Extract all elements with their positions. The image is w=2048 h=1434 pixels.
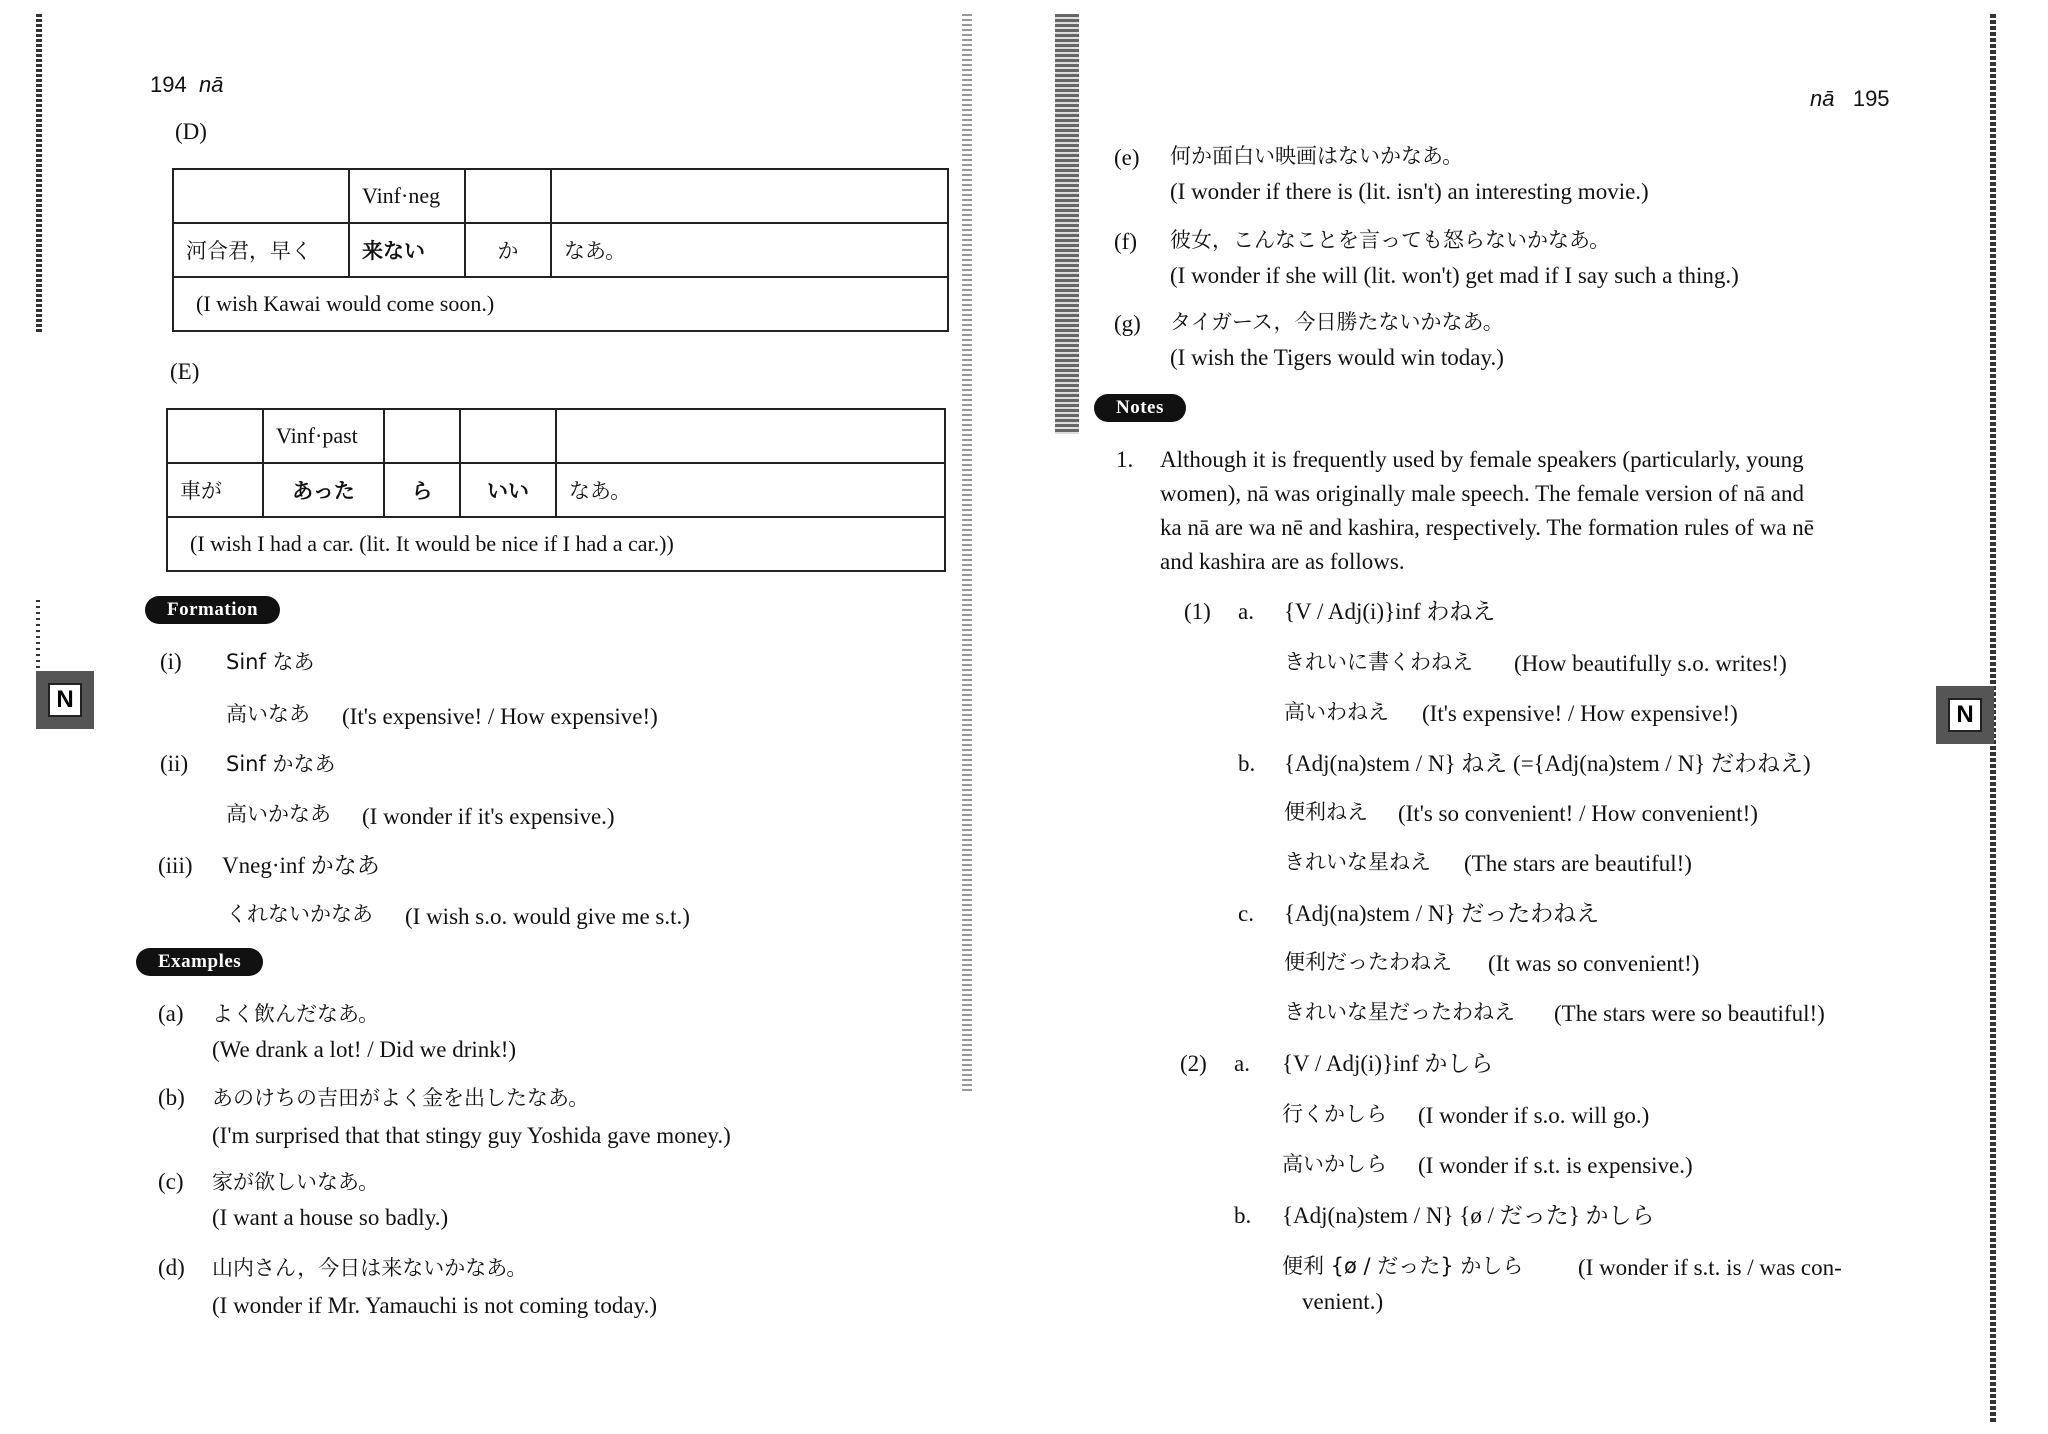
example-num: (e) xyxy=(1114,145,1140,170)
sub-example-en: (The stars are beautiful!) xyxy=(1464,851,1692,876)
formation-example-jp: くれないかなあ xyxy=(226,902,373,926)
example-jp: 家が欲しいなあ。 xyxy=(212,1170,380,1194)
page-header-right xyxy=(1810,86,1890,112)
table-cell: 車が xyxy=(167,463,263,517)
example-jp: タイガース，今日勝たないかなあ。 xyxy=(1170,310,1504,334)
table-d xyxy=(172,168,949,332)
table-e xyxy=(166,408,946,572)
example-num: (b) xyxy=(158,1085,185,1110)
formation-example-jp: 高いなあ xyxy=(226,702,310,726)
sub-example-jp: 便利 {ø / だった} かしら xyxy=(1282,1254,1524,1278)
sub-example-en: (How beautifully s.o. writes!) xyxy=(1514,651,1787,676)
table-cell xyxy=(551,169,948,223)
formation-example-en: (I wish s.o. would give me s.t.) xyxy=(405,904,690,929)
example-en: (We drank a lot! / Did we drink!) xyxy=(212,1037,517,1062)
table-translation: (I wish Kawai would come soon.) xyxy=(173,277,948,331)
section-tab-right xyxy=(1936,686,1994,744)
table-cell: Vinf·past xyxy=(263,409,384,463)
formation-example-en: (It's expensive! / How expensive!) xyxy=(342,704,658,729)
sub-num: (2) xyxy=(1180,1051,1207,1076)
gutter-right xyxy=(1055,14,1079,434)
example-en: (I wonder if she will (lit. won't) get mad if I say such a thing.) xyxy=(1170,263,1739,288)
sub-example-jp: 高いかしら xyxy=(1282,1152,1387,1176)
sub-rule: {V / Adj(i)}inf かしら xyxy=(1282,1051,1494,1076)
sub-example-en: (I wonder if s.t. is expensive.) xyxy=(1418,1153,1693,1178)
table-cell xyxy=(556,409,945,463)
formation-rule: Vneg·inf かなあ xyxy=(222,853,380,878)
sub-rule: {Adj(na)stem / N} ねえ (={Adj(na)stem / N} だわねえ) xyxy=(1284,751,1811,776)
note-line: ka nā are wa nē and kashira, respectively. The formation rules of wa nē xyxy=(1160,515,1814,540)
formation-num: (i) xyxy=(160,649,182,674)
notes-heading: Notes xyxy=(1094,394,1186,422)
table-e-label: (E) xyxy=(170,359,200,384)
example-num: (f) xyxy=(1114,229,1137,254)
example-num: (d) xyxy=(158,1255,185,1280)
table-cell: なあ。 xyxy=(556,463,945,517)
example-jp: よく飲んだなあ。 xyxy=(212,1002,380,1026)
example-en: (I wonder if there is (lit. isn't) an interesting movie.) xyxy=(1170,179,1649,204)
formation-num: (ii) xyxy=(160,751,189,776)
example-num: (g) xyxy=(1114,311,1141,336)
table-cell xyxy=(465,169,551,223)
sub-rule: {V / Adj(i)}inf わねえ xyxy=(1284,599,1496,624)
table-cell: 来ない xyxy=(349,223,465,277)
sub-rule: {Adj(na)stem / N} だったわねえ xyxy=(1284,901,1600,926)
example-jp: 彼女，こんなことを言っても怒らないかなあ。 xyxy=(1170,228,1611,252)
example-num: (a) xyxy=(158,1001,184,1026)
note-line: and kashira are as follows. xyxy=(1160,549,1405,574)
gutter-left xyxy=(962,14,972,1094)
right-page xyxy=(1000,0,2048,1434)
formation-example-jp: 高いかなあ xyxy=(226,802,331,826)
left-page xyxy=(0,0,1000,1434)
sub-rule: {Adj(na)stem / N} {ø / だった} かしら xyxy=(1282,1203,1655,1228)
examples-heading: Examples xyxy=(136,948,263,976)
example-jp: 何か面白い映画はないかなあ。 xyxy=(1170,144,1464,168)
formation-num: (iii) xyxy=(158,853,193,878)
table-cell: あった xyxy=(263,463,384,517)
formation-rule: Sinf なあ xyxy=(226,650,315,674)
example-en: (I'm surprised that that stingy guy Yoshida gave money.) xyxy=(212,1123,731,1148)
example-en: (I wonder if Mr. Yamauchi is not coming today.) xyxy=(212,1293,658,1318)
table-d-label: (D) xyxy=(175,119,207,144)
sub-example-jp: きれいな星だったわねえ xyxy=(1284,1000,1515,1024)
table-cell: なあ。 xyxy=(551,223,948,277)
note-num: 1. xyxy=(1116,447,1134,472)
example-jp: あのけちの吉田がよく金を出したなあ。 xyxy=(212,1086,590,1110)
sub-num: (1) xyxy=(1184,599,1211,624)
formation-heading: Formation xyxy=(145,596,280,624)
tab-letter: N xyxy=(1948,698,1982,732)
sub-example-jp: 便利ねえ xyxy=(1284,800,1368,824)
sub-label: a. xyxy=(1238,599,1254,624)
sub-example-jp: 行くかしら xyxy=(1282,1102,1387,1126)
table-translation: (I wish I had a car. (lit. It would be nice if I had a car.)) xyxy=(167,517,945,571)
sub-example-en: (I wonder if s.o. will go.) xyxy=(1418,1103,1650,1128)
running-head: nā xyxy=(1810,86,1835,111)
table-cell xyxy=(460,409,556,463)
sub-label: a. xyxy=(1234,1051,1250,1076)
page-edge-left xyxy=(36,14,42,334)
sub-example-jp: 高いわねえ xyxy=(1284,700,1389,724)
page-number: 195 xyxy=(1852,86,1890,111)
table-cell xyxy=(173,169,349,223)
sub-label: c. xyxy=(1238,901,1254,926)
sub-example-jp: 便利だったわねえ xyxy=(1284,950,1452,974)
sub-example-en: (It was so convenient!) xyxy=(1488,951,1700,976)
example-num: (c) xyxy=(158,1169,184,1194)
note-line: women), nā was originally male speech. The female version of nā and xyxy=(1160,481,1804,506)
table-cell: Vinf·neg xyxy=(349,169,465,223)
example-jp: 山内さん，今日は来ないかなあ。 xyxy=(212,1256,528,1280)
sub-example-en: (The stars were so beautiful!) xyxy=(1554,1001,1825,1026)
table-cell: いい xyxy=(460,463,556,517)
example-en: (I wish the Tigers would win today.) xyxy=(1170,345,1504,370)
table-cell: か xyxy=(465,223,551,277)
tab-letter: N xyxy=(48,683,82,717)
sub-label: b. xyxy=(1238,751,1256,776)
table-cell: ら xyxy=(384,463,460,517)
sub-example-en: (It's so convenient! / How convenient!) xyxy=(1398,801,1758,826)
table-cell: 河合君，早く xyxy=(173,223,349,277)
note-line: Although it is frequently used by female speakers (particularly, young xyxy=(1160,447,1804,472)
page-header-left xyxy=(150,72,223,98)
running-head: nā xyxy=(198,72,224,97)
example-en: (I want a house so badly.) xyxy=(212,1205,449,1230)
table-cell xyxy=(384,409,460,463)
sub-example-jp: きれいに書くわねえ xyxy=(1284,650,1473,674)
sub-example-en: (I wonder if s.t. is / was con- xyxy=(1578,1255,1842,1280)
sub-example-en: (It's expensive! / How expensive!) xyxy=(1422,701,1738,726)
page-number: 194 xyxy=(150,72,187,97)
sub-example-jp: きれいな星ねえ xyxy=(1284,850,1431,874)
section-tab-left xyxy=(36,671,94,729)
sub-label: b. xyxy=(1234,1203,1252,1228)
formation-example-en: (I wonder if it's expensive.) xyxy=(362,804,615,829)
sub-example-en-cont: venient.) xyxy=(1302,1289,1384,1314)
formation-rule: Sinf かなあ xyxy=(226,752,336,776)
table-cell xyxy=(167,409,263,463)
